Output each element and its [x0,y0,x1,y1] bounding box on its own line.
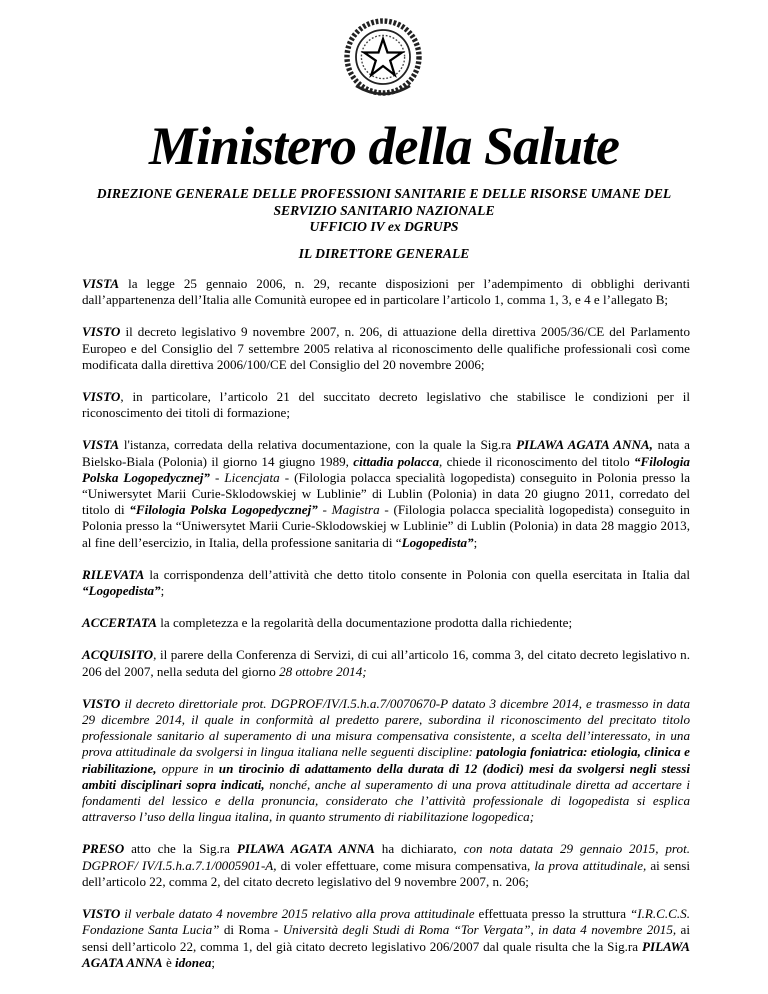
paragraph-text: di Roma - [223,922,283,938]
paragraph-keyword: ACCERTATA [82,615,157,631]
header-line-2: SERVIZIO SANITARIO NAZIONALE [273,202,495,218]
document-body [82,276,690,987]
paragraph-text: PILAWA AGATA ANNA, [516,437,653,453]
paragraph [82,389,690,421]
paragraph-text: (Filologia polacca specialità logopedista) conseguito in Polonia presso la “Uniwersytet Marii Curie-Sklodowskiej w Lublinie” di Lublin (Polonia) in data 28 maggio 2013, al fine dell’esercizio, in Italia, della professione sanitaria di “ [82,502,690,550]
paragraph-text: la corrispondenza dell’attività che detto titolo consente in Polonia con quella esercitata in Italia dal [149,566,690,582]
paragraph-text: ; [160,583,165,599]
paragraph-text: effettuata presso la struttura [478,906,630,922]
paragraph-text: Logopedista” [401,534,474,550]
paragraph-text: il decreto direttoriale prot. DGPROF/IV/I.5.h.a.7/0070670-P datato 3 dicembre 2014, e trasmesso in data 29 dicembre 2014, il quale in conformità al predetto parere, subordina il riconoscimento del precitato titolo professionale sanitario al superamento di una misura compensativa consistente, a scelta dell’interessato, in una prova attitudinale da svolgersi in lingua italiana nelle seguenti discipline: [82,695,690,760]
paragraph-keyword: VISTO [82,324,121,340]
ministry-logo-text: Ministero della Salute [148,116,620,176]
paragraph-text: il decreto legislativo 9 novembre 2007, n. 206, di attuazione della direttiva 2005/36/CE del Parlamento Europeo e del Consiglio del 7 settembre 2005 relativa al riconoscimento delle qualifiche professionali così come modificata dalla direttiva 2006/100/CE del Consiglio del 20 novembre 2006; [82,324,690,372]
paragraph-text: Università degli Studi di Roma “Tor Vergata”, in data 4 novembre 2015, [282,922,677,938]
paragraph-text: (Filologia polacca specialità logopedista) conseguito in Polonia presso la “Uniwersytet Marii Curie-Sklodowskiej w Lublinie” di Lublin (Polonia) in data 20 giugno 2011, corredato del titolo di [82,469,691,518]
paragraph-keyword: VISTO [82,389,121,405]
paragraph-text: “I.R.C.C.S. Fondazione Santa Lucia” [82,906,690,938]
paragraph-text: “Logopedista” [82,583,161,599]
paragraph-text: idonea [175,954,212,970]
paragraph [82,324,690,373]
paragraph-keyword: VISTO [82,695,121,711]
header-line-3: UFFICIO IV ex DGRUPS [309,219,459,234]
paragraph-keyword: ACQUISITO [82,647,154,663]
paragraph-text: ha dichiarato, [381,841,464,857]
paragraph-text: nonché, anche al superamento di una prova attitudinale diretta ad accertare i fondamenti del lessico e della pronuncia, considerato che l’attività professionale di logopedista si esplica attraverso l’uso della lingua italina, in quanto strumento di riabilitazione logopedica; [82,776,690,825]
italian-republic-emblem-icon [338,12,428,102]
paragraph-text: un tirocinio di adattamento della durata di 12 (dodici) mesi da svolgersi negli stessi ambiti disciplinari sopra indicati, [82,760,690,792]
paragraph-keyword: RILEVATA [82,566,145,582]
paragraph-text: - Magistra - [322,502,389,518]
paragraph-text: di voler effettuare, come misura compensativa, [280,857,535,873]
paragraph-text: è [165,954,176,970]
directorate-header [24,186,744,236]
paragraph-text: il verbale datato 4 novembre 2015 relativo alla prova attitudinale [124,906,475,922]
paragraph-text: , chiede il riconoscimento del titolo [439,453,634,469]
paragraph-keyword: VISTO [82,906,121,922]
paragraph [82,696,690,826]
paragraph-text: l'istanza, corredata della relativa documentazione, con la quale la Sig.ra [123,437,517,453]
paragraph-text: la completezza e la regolarità della documentazione prodotta dalla richiedente; [160,615,573,631]
paragraph [82,567,690,599]
paragraph-keyword: PRESO [82,841,125,857]
paragraph-text: con nota datata 29 gennaio 2015, prot. DGPROF/ IV/I.5.h.a.7.1/0005901-A, [82,841,690,873]
paragraph [82,841,690,890]
paragraph [82,437,690,550]
paragraph-text: oppure in [161,760,219,776]
paragraph-text: cittadia polacca [353,453,440,469]
paragraph-text: ai sensi dell’articolo 22, comma 1, del già citato decreto legislativo 206/2007 dal quale risulta che la Sig.ra [82,922,690,954]
paragraph [82,906,690,971]
paragraph [82,276,690,308]
paragraph-keyword: VISTA [82,437,120,453]
paragraph-text: patologia foniatrica: etiologia, clinica e riabilitazione, [82,744,690,776]
paragraph-text: , il parere della Conferenza di Servizi, di cui all’articolo 16, comma 3, del citato decreto legislativo n. 206 del 2007, nella seduta del giorno [82,647,690,679]
director-heading: IL DIRETTORE GENERALE [298,246,470,261]
paragraph-text: PILAWA AGATA ANNA [236,841,375,857]
paragraph-text: nata a Bielsko-Biala (Polonia) il giorno 14 giugno 1989, [82,437,690,469]
header-line-1: DIREZIONE GENERALE DELLE PROFESSIONI SANITARIE E DELLE RISORSE UMANE DEL [96,186,672,201]
paragraph-text: la prova attitudinale, [534,857,647,873]
paragraph-text: ai sensi dell’articolo 22, comma 2, del citato decreto legislativo del 9 novembre 2007, n. 206; [82,857,690,889]
paragraph [82,615,690,631]
paragraph-keyword: VISTA [82,276,120,291]
paragraph-text: PILAWA AGATA ANNA [82,938,690,970]
paragraph-text: ; [211,954,216,970]
paragraph-text: “Filologia Polska Logopedycznej” [82,453,690,485]
paragraph-text: atto che la Sig.ra [131,841,237,857]
paragraph-text: , in particolare, l’articolo 21 del succitato decreto legislativo che stabilisce le condizioni per il riconoscimento dei titoli di formazione; [82,389,690,421]
paragraph-text: 28 ottobre 2014; [279,663,367,679]
paragraph-text: - Licencjata - [215,469,290,485]
paragraph-text: “Filologia Polska Logopedycznej” [129,502,318,518]
paragraph-text: ; [473,534,478,550]
paragraph-text: la legge 25 gennaio 2006, n. 29, recante disposizioni per l’adempimento di obblighi derivanti dall’appartenenza dell’Italia alle Comunità europee ed in particolare l’articolo 1, comma 1, 3, e 4 e l’allegato B; [82,276,690,308]
paragraph [82,647,690,679]
